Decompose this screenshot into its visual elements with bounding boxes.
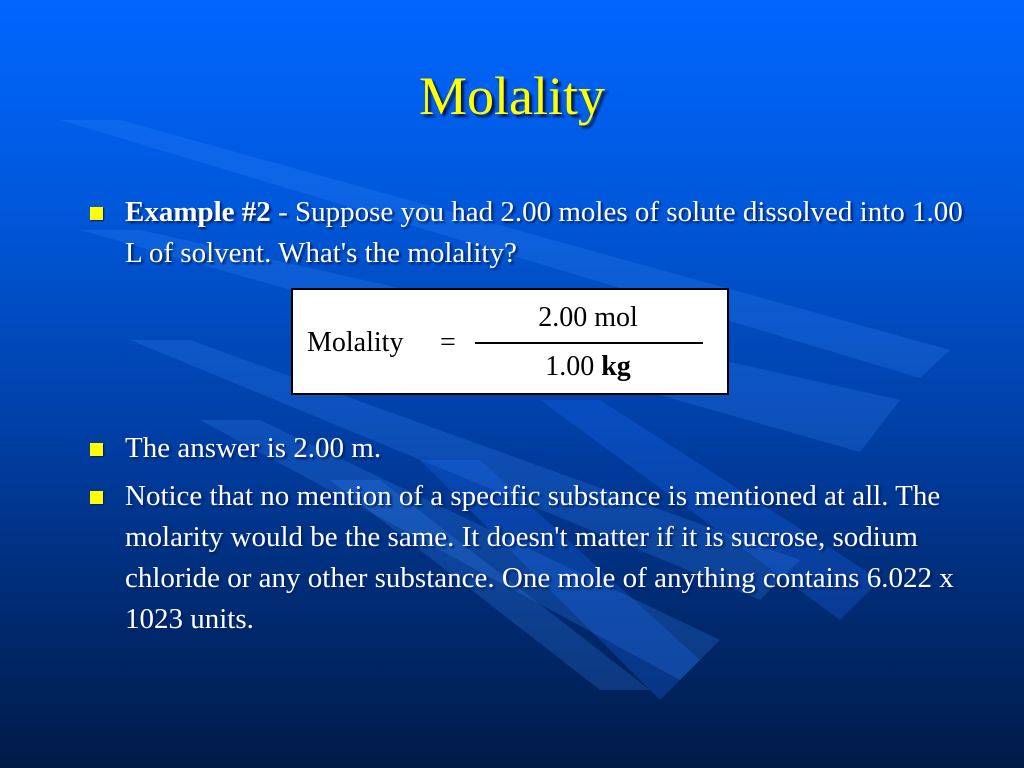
bullet-square-icon: [90, 207, 103, 220]
slide-title: Molality: [419, 66, 605, 126]
formula-lhs: Molality: [307, 327, 404, 358]
bullet-square-icon: [90, 443, 103, 456]
bullet-example: [125, 192, 970, 274]
bullet-notice: [125, 476, 970, 640]
example-label: Example #2: [125, 196, 271, 228]
example-text: - Suppose you had 2.00 moles of solute dissolved into 1.00 L of solvent. What's the molality?: [125, 196, 963, 269]
formula-numerator: 2.00 mol: [538, 302, 638, 333]
denominator-value: 1.00: [545, 351, 595, 382]
bullet-square-icon: [90, 491, 103, 504]
answer-text: The answer is 2.00 m.: [125, 432, 382, 464]
formula-denominator: [473, 351, 703, 383]
denominator-unit: kg: [601, 351, 631, 382]
fraction-bar: [475, 342, 703, 344]
formula-equals: =: [440, 327, 456, 358]
formula-image: [291, 288, 729, 395]
notice-text: Notice that no mention of a specific substance is mentioned at all. The molarity would be the same. It doesn't matter if it is sucrose, sodium chloride or any other substance. One mole of anything contains 6.022 x 1023 units.: [125, 480, 954, 635]
bullet-answer: [125, 428, 970, 469]
